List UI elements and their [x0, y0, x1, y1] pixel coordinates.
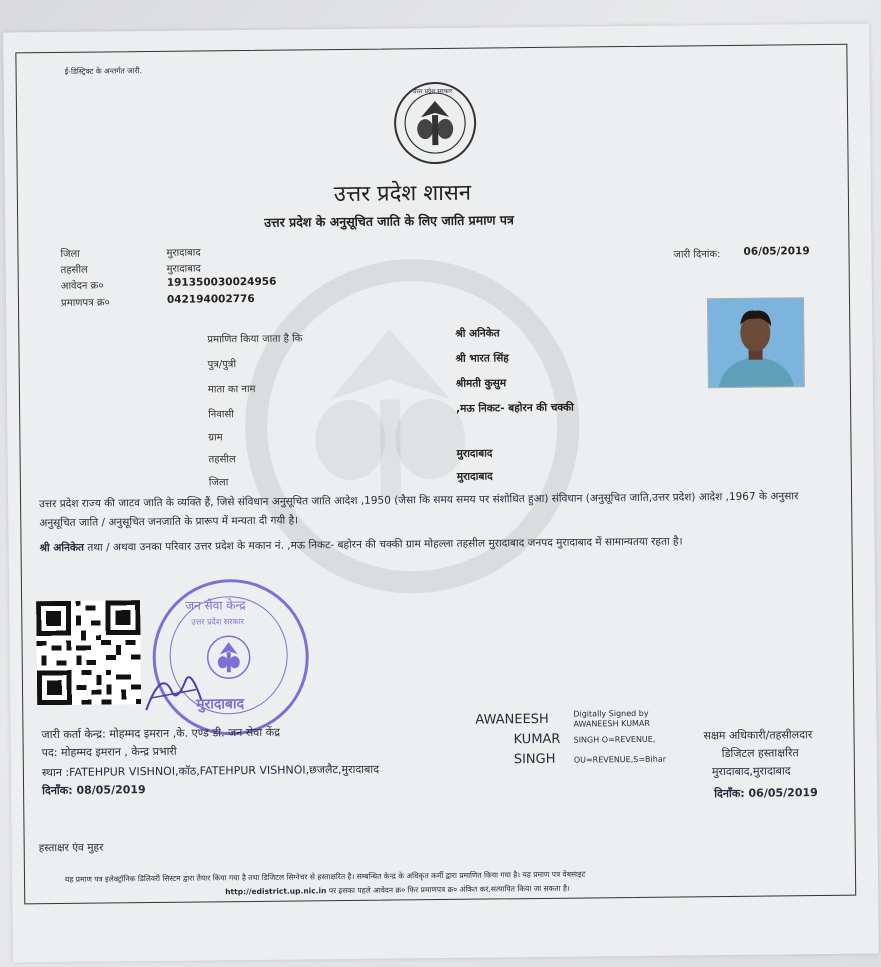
district-value: मुरादाबाद: [166, 247, 201, 259]
detail-label: माता का नाम: [207, 383, 256, 396]
authority-date: दिनाँक: 06/05/2019: [714, 786, 818, 801]
father-name: श्री भारत सिंह: [455, 352, 509, 365]
applicant-photo: [707, 297, 805, 388]
application-number: 191350030024956: [166, 275, 277, 289]
tehsil-value: मुरादाबाद: [166, 263, 201, 275]
footer-url-line: [225, 884, 570, 898]
resident-name: श्री अनिकेत: [39, 541, 85, 555]
edistrict-note: ई-डिस्ट्रिक्ट के अन्तर्गत जारी.: [64, 66, 143, 76]
issuer-date: दिनाँक: 08/05/2019: [42, 783, 146, 798]
emblem-text: उत्तर प्रदेश सरकार: [412, 87, 453, 96]
detail-label: निवासी: [208, 409, 234, 421]
signature-info-2: AWANEESH KUMAR: [573, 718, 651, 729]
issuer-post: पद: मोहम्मद इमरान , केन्द्र प्रभारी: [41, 744, 177, 760]
signature-info-4: OU=REVENUE,S=Bihar: [573, 754, 667, 765]
stamp-bottom-text: मुरादाबाद: [196, 696, 245, 713]
mother-name: श्रीमती कुसुम: [455, 377, 507, 390]
certificate-title: उत्तर प्रदेश के अनुसूचित जाति के लिए जाति प्रमाण पत्र: [264, 212, 514, 230]
issue-date-label: जारी दिनांक:: [673, 249, 721, 261]
issuer-place: स्थान :FATEHPUR VISHNOI,कॉठ,FATEHPUR VISHNOI,छजलैट,मुरादाबाद: [41, 762, 380, 780]
applicant-name: श्री अनिकेत: [455, 327, 500, 340]
government-heading: उत्तर प्रदेश शासन: [333, 180, 472, 208]
qr-code: [36, 600, 141, 705]
stamp-inner-text: उत्तर प्रदेश सरकार: [191, 617, 245, 627]
tehsil-label: तहसील: [60, 264, 88, 276]
signer-name-line2: KUMAR: [513, 731, 561, 748]
authority-place: मुरादाबाद,मुरादाबाद: [711, 764, 791, 779]
caste-statement: उत्तर प्रदेश राज्य की जाटव जाति के व्यक्ति हैं, जिसे संविधान अनुसूचित जाति आदेश ,1950 (जैसा कि समय समय पर संशोधित हुआ) संविधान (अनुसूचित जाति,उत्तर प्रदेश) आदेश ,1967 के अनुसार अनुसूचित जाति / अनुसूचित जनजाति के प्रारूप में मन्यता दी गयी है।: [39, 490, 799, 530]
verification-url[interactable]: http://edistrict.up.nic.in: [225, 886, 327, 897]
detail-label: पुत्र/पुत्री: [207, 359, 237, 371]
district-label: जिला: [60, 248, 80, 260]
sign-seal-label: हस्ताक्षर एंव मुहर: [38, 841, 104, 855]
signer-name-line3: SINGH: [513, 751, 556, 768]
footer-note-2: पर इसका पहले आवेदन क्र० फिर प्रमाणपत्र क्र० अंकित कर,सत्यापित किया जा सकता है।: [326, 883, 570, 896]
residence-value: ,मऊ निकट- बहोरन की चक्की: [456, 401, 574, 415]
certificate-number: 042194002776: [166, 292, 255, 306]
certificate-sheet: [3, 23, 879, 962]
issue-date-value: 06/05/2019: [743, 245, 810, 258]
authority-digital: डिजिटल हस्ताक्षरित: [721, 746, 799, 761]
application-label: आवेदन क्र०: [60, 280, 104, 292]
stamp-outer-text: जन सेवा केन्द्र: [185, 598, 246, 613]
authority-title: सक्षम अधिकारी/तहसीलदार: [703, 728, 813, 743]
signature-info-1: Digitally Signed by: [573, 708, 649, 719]
detail-label: प्रमाणित किया जाता है कि: [207, 333, 303, 346]
signature-scribble-icon: [141, 659, 212, 720]
issuing-center: जारी कर्ता केन्द्र: मोहम्मद इमरान ,के. एण्ड डी. जन सेवा केंद्र: [41, 725, 281, 742]
certificate-label: प्रमाणपत्र क्र०: [60, 297, 110, 309]
person-photo-icon: [708, 298, 804, 387]
footer-note: यह प्रमाण पत्र इलेक्ट्रॉनिक डिलिवरी सिस्टम द्वारा तैयार किया गया है तथा डिजिटल सिग्नेचर से हस्ताक्षरित है। सम्बन्धित केन्द्र के अधिकृत कर्मी द्वारा प्रमाणित किया गया है। यह प्रमाण पत्र वेबसाइट: [64, 869, 586, 884]
signature-info-3: SINGH O=REVENUE,: [573, 734, 656, 745]
detail-label: तहसील: [208, 454, 236, 466]
residence-text: तथा / अथवा उनका परिवार उत्तर प्रदेश के मकान नं. ,मऊ निकट- बहोरन की चक्की ग्राम मोहल्ला तहसील मुरादाबाद जनपद मुरादाबाद में सामान्यतया रहता है।: [83, 535, 683, 554]
qr-code-icon: [36, 600, 141, 705]
detail-label: ग्राम: [208, 432, 223, 444]
detail-label: जिला: [208, 477, 229, 489]
stamp-emblem-icon: [205, 634, 251, 680]
tehsil-detail-value: मुरादाबाद: [456, 447, 493, 460]
certificate-frame: [15, 44, 856, 905]
signer-name-line1: AWANEESH: [475, 711, 549, 728]
district-detail-value: मुरादाबाद: [456, 470, 493, 483]
